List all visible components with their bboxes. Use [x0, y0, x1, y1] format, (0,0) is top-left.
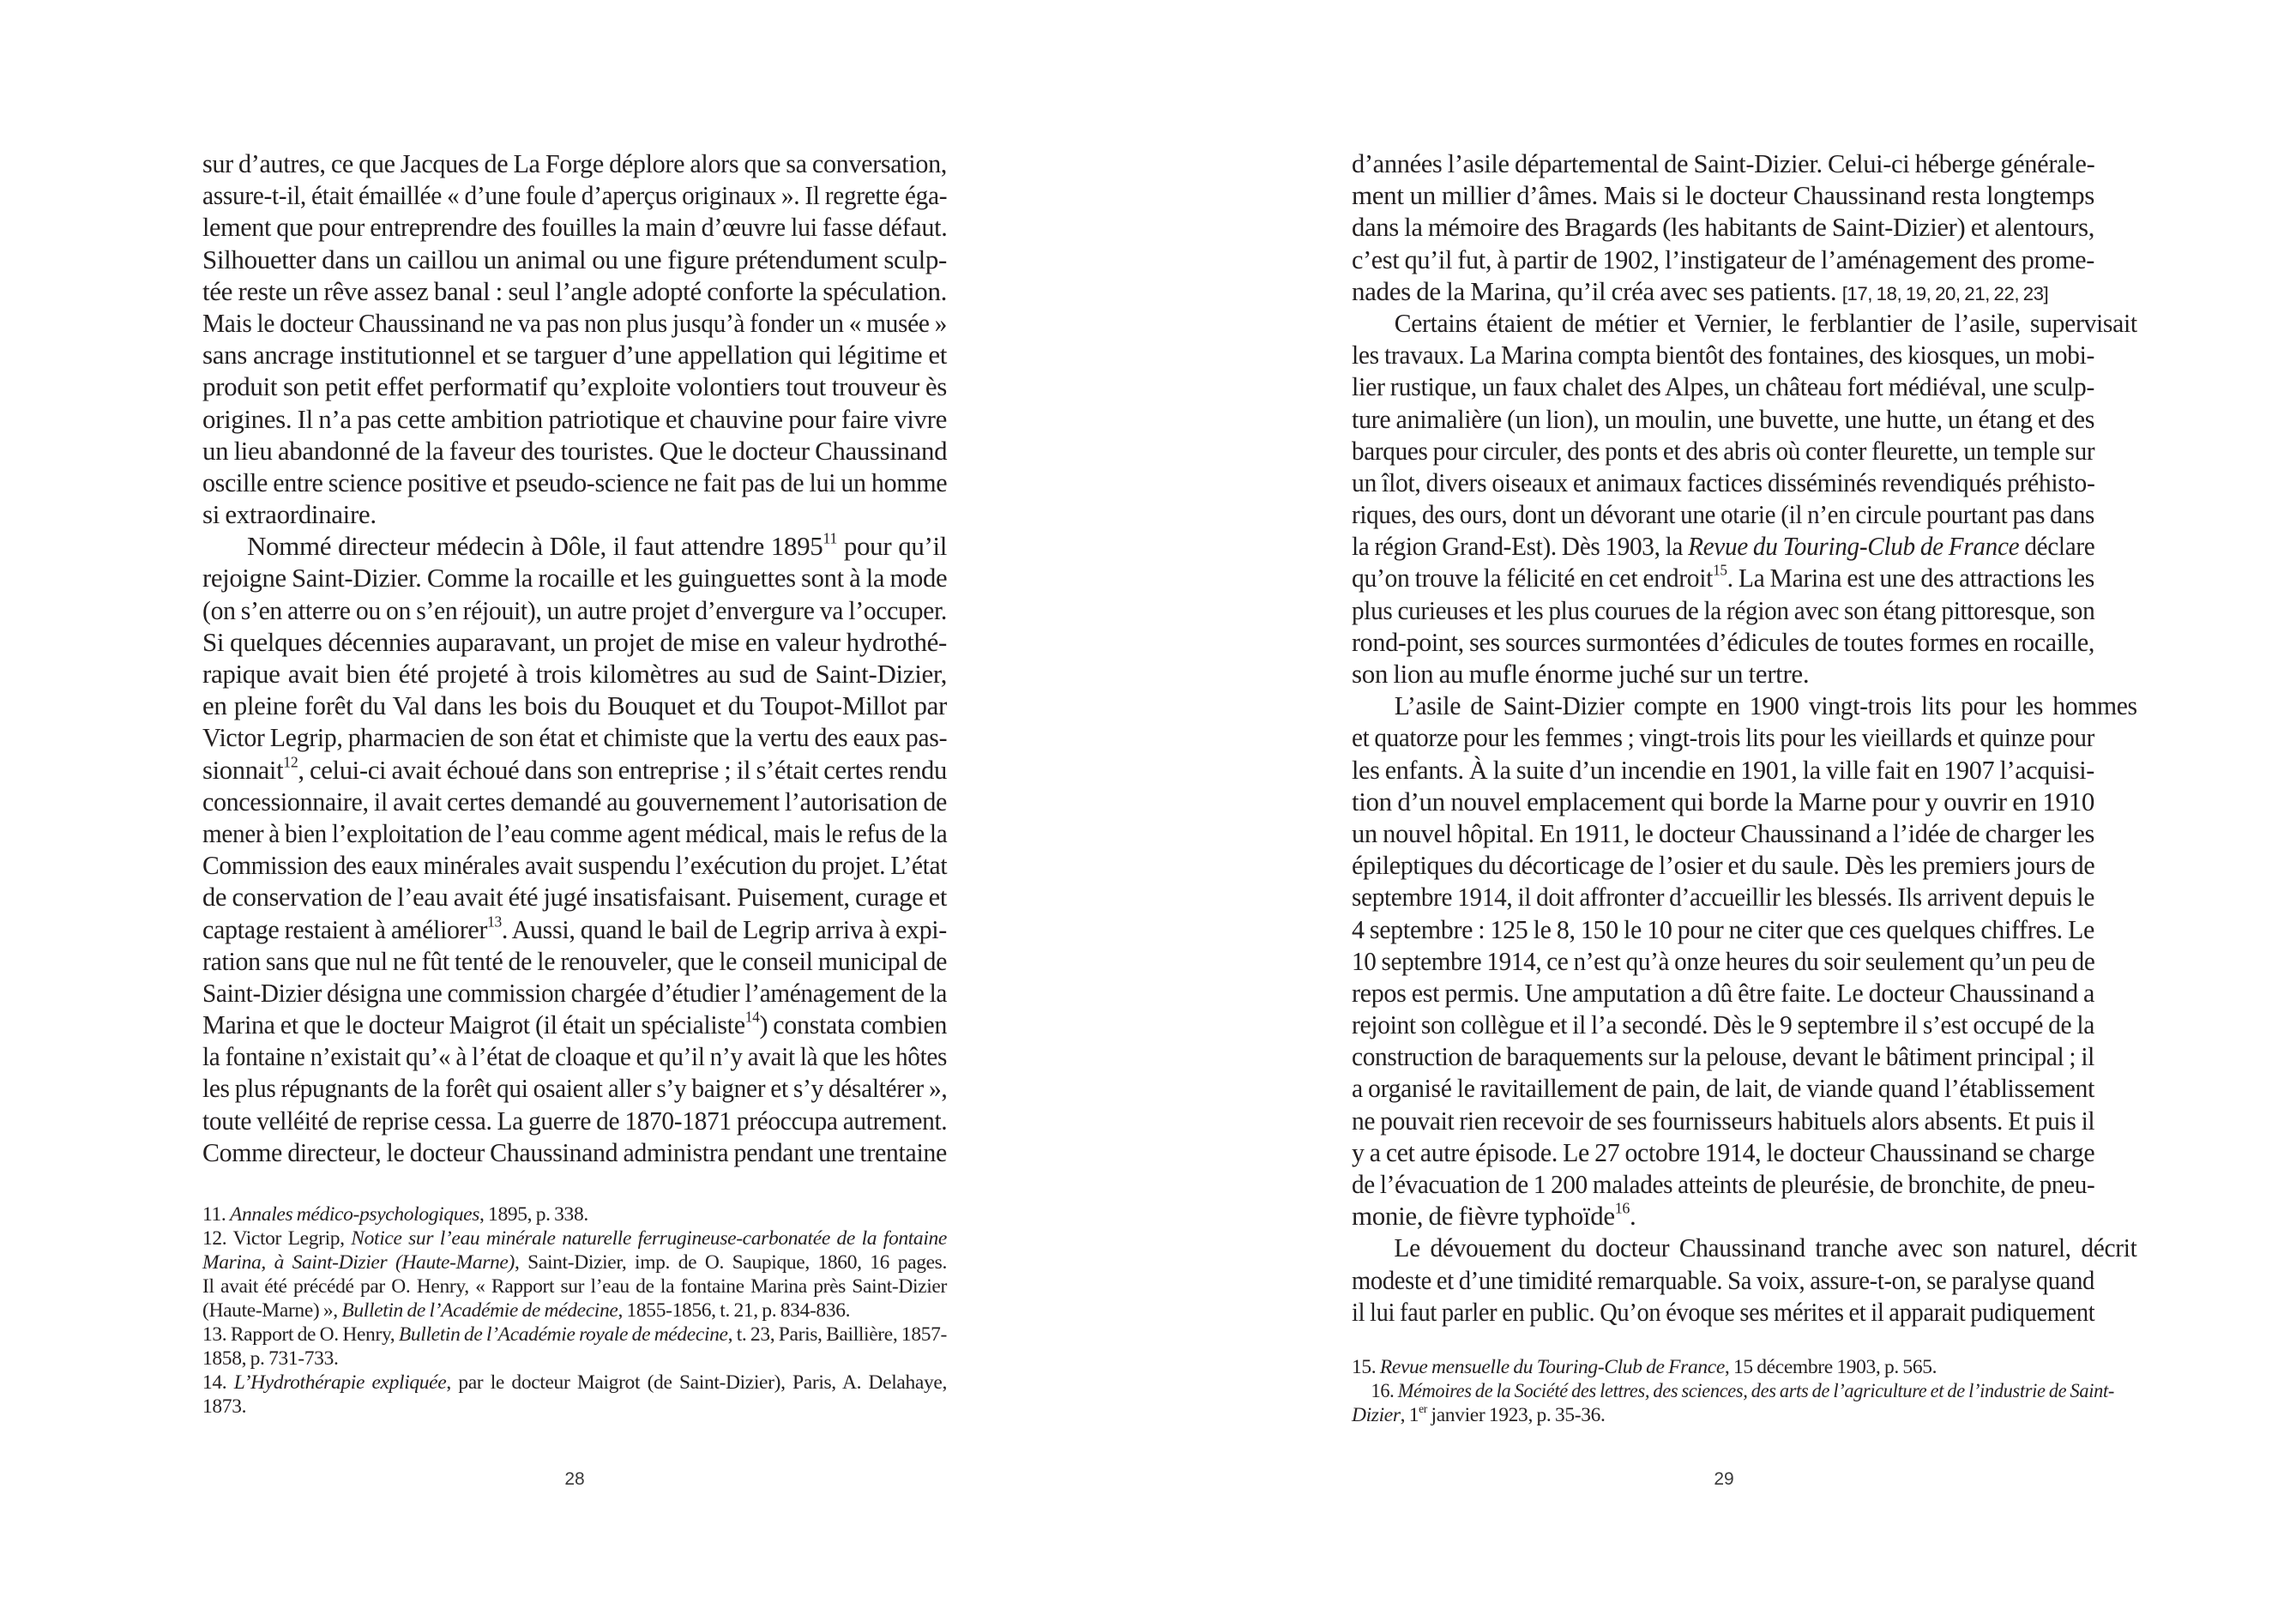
body-text-line: sans ancrage institutionnel et se targuer d’une appellation qui légitime et	[202, 340, 947, 371]
page-number-right: 29	[1714, 1469, 1734, 1489]
body-text-line: la région Grand-Est). Dès 1903, la Revue du Touring-Club de France déclare	[1352, 531, 2095, 562]
body-text-line: Victor Legrip, pharmacien de son état et chimiste que la vertu des eaux pas-	[202, 722, 948, 753]
body-text-line: un îlot, divers oiseaux et animaux factices disséminés revendiqués préhisto-	[1352, 467, 2095, 497]
body-text-line: les plus répugnants de la forêt qui osaient aller s’y baigner et s’y désaltérer »,	[202, 1073, 948, 1104]
body-text-line: d’années l’asile départemental de Saint-Dizier. Celui-ci héberge générale-	[1352, 148, 2095, 178]
footnote-line: Dizier, 1er janvier 1923, p. 35-36.	[1352, 1401, 1606, 1426]
body-text-line: nades de la Marina, qu’il créa avec ses patients. [17, 18, 19, 20, 21, 22, 23]	[1352, 275, 2049, 306]
body-text-line: en pleine forêt du Val dans les bois du Bouquet et du Toupot-Millot par	[202, 690, 947, 721]
body-text-line: origines. Il n’a pas cette ambition patriotique et chauvine pour faire vivre	[202, 403, 947, 434]
body-text-line: 10 septembre 1914, ce n’est qu’à onze heures du soir seulement qu’un peu de	[1352, 945, 2095, 976]
footnote-line: (Haute-Marne) », Bulletin de l’Académie de médecine, 1855-1856, t. 21, p. 834-836.	[202, 1299, 851, 1322]
body-text-line: Marina et que le docteur Maigrot (il était un spécialiste$^{14}$) constata combien	[202, 1008, 948, 1040]
body-text-line: toute velléité de reprise cessa. La guerre de 1870-1871 préoccupa autrement.	[202, 1105, 948, 1136]
body-text-line: y a cet autre épisode. Le 27 octobre 1914, le docteur Chaussinand se charge	[1352, 1136, 2095, 1167]
footnote-reference: 16	[1614, 1199, 1630, 1217]
body-text-line: ration sans que nul ne fût tenté de le renouveler, que le conseil municipal de	[202, 945, 948, 976]
body-text-line: rond-point, ses sources surmontées d’édicules de toutes formes en rocaille,	[1352, 626, 2095, 657]
body-text-line: lier rustique, un faux chalet des Alpes, un château fort médiéval, une sculp-	[1352, 371, 2095, 402]
footnote-reference: 15	[1713, 561, 1727, 579]
footnote-line: 15. Revue mensuelle du Touring-Club de France, 15 décembre 1903, p. 565.	[1352, 1356, 1937, 1378]
right-page-body-text	[1352, 148, 2137, 1328]
body-text-line: tée reste un rêve assez banal : seul l’angle adopté conforte la spéculation.	[202, 275, 947, 306]
body-text-line: Comme directeur, le docteur Chaussinand administra pendant une trentaine	[202, 1136, 947, 1167]
body-text-line: riques, des ours, dont un dévorant une otarie (il n’en circule pourtant pas dans	[1352, 499, 2095, 530]
footnote-line: 14. L’Hydrothérapie expliquée, par le docteur Maigrot (de Saint-Dizier), Paris, A. Delahaye,	[202, 1371, 947, 1394]
body-text-line: Mais le docteur Chaussinand ne va pas non plus jusqu’à fonder un « musée »	[202, 307, 948, 338]
footnote-reference: 12	[283, 753, 298, 771]
body-text-line: de l’évacuation de 1 200 malades atteints de pleurésie, de bronchite, de pneu-	[1352, 1169, 2095, 1199]
citation-references: [17, 18, 19, 20, 21, 22, 23]	[1841, 282, 2049, 304]
body-text-line: un lieu abandonné de la faveur des touristes. Que le docteur Chaussinand	[202, 435, 948, 466]
body-text-line: Saint-Dizier désigna une commission chargée d’étudier l’aménagement de la	[202, 977, 948, 1008]
body-text-line: sionnait$^{12}$, celui-ci avait échoué dans son entreprise ; il s’était certes rendu	[202, 753, 948, 785]
body-text-line: repos est permis. Une amputation a dû être faite. Le docteur Chaussinand a	[1352, 977, 2095, 1008]
body-text-line: barques pour circuler, des ponts et des abris où conter fleurette, un temple sur	[1352, 435, 2095, 466]
footnote-line: Marina, à Saint-Dizier (Haute-Marne), Saint-Dizier, imp. de O. Saupique, 1860, 16 pages.	[202, 1251, 948, 1274]
body-text-line: de conservation de l’eau avait été jugé insatisfaisant. Puisement, curage et	[202, 882, 947, 913]
body-text-line: Nommé directeur médecin à Dôle, il faut attendre 1895$^{11}$ pour qu’il	[247, 529, 947, 562]
body-text-line: épileptiques du décorticage de l’osier et du saule. Dès les premiers jours de	[1352, 850, 2095, 881]
body-text-line: construction de baraquements sur la pelouse, devant le bâtiment principal ; il	[1352, 1041, 2095, 1072]
footnote-line: 1858, p. 731-733.	[202, 1347, 339, 1370]
footnote-line: 12. Victor Legrip, Notice sur l’eau minérale naturelle ferrugineuse-carbonatée de la fontaine	[202, 1227, 947, 1250]
body-text-line: sur d’autres, ce que Jacques de La Forge déplore alors que sa conversation,	[202, 148, 947, 178]
body-text-line: septembre 1914, il doit affronter d’accueillir les blessés. Ils arrivent depuis le	[1352, 882, 2095, 913]
body-text-line: produit son petit effet performatif qu’exploite volontiers tout trouveur ès	[202, 371, 947, 402]
footnote-reference: 11	[823, 529, 837, 547]
body-text-line: ne pouvait rien recevoir de ses fournisseurs habituels alors absents. Et puis il	[1352, 1105, 2095, 1136]
body-text-line: Certains étaient de métier et Vernier, le ferblantier de l’asile, supervisait	[1394, 307, 2137, 338]
footnote-line: 11. Annales médico-psychologiques, 1895, p. 338.	[202, 1203, 588, 1226]
body-text-line: (on s’en atterre ou on s’en réjouit), un autre projet d’envergure va l’occuper.	[202, 594, 947, 625]
body-text-line: rejoint son collègue et il l’a secondé. Dès le 9 septembre il s’est occupé de la	[1352, 1009, 2095, 1040]
footnote-line: 13. Rapport de O. Henry, Bulletin de l’Académie royale de médecine, t. 23, Paris, Baillière, 1857-	[202, 1323, 948, 1346]
body-text-line: mener à bien l’exploitation de l’eau comme agent médical, mais le refus de la	[202, 817, 948, 848]
body-text-line: 4 septembre : 125 le 8, 150 le 10 pour ne citer que ces quelques chiffres. Le	[1352, 913, 2095, 944]
body-text-line: ment un millier d’âmes. Mais si le docteur Chaussinand resta longtemps	[1352, 180, 2094, 211]
footnote-line: 1873.	[202, 1395, 247, 1418]
body-text-line: concessionnaire, il avait certes demandé au gouvernement l’autorisation de	[202, 786, 948, 817]
body-text-line: c’est qu’il fut, à partir de 1902, l’instigateur de l’aménagement des prome-	[1352, 244, 2094, 274]
body-text-line: il lui faut parler en public. Qu’on évoque ses mérites et il apparait pudiquement	[1352, 1296, 2095, 1327]
body-text-line: dans la mémoire des Bragards (les habitants de Saint-Dizier) et alentours,	[1352, 212, 2095, 243]
body-text-line: qu’on trouve la félicité en cet endroit$^{15}$. La Marina est une des attractions les	[1352, 561, 2094, 594]
body-text-line: Commission des eaux minérales avait suspendu l’exécution du projet. L’état	[202, 850, 948, 881]
body-text-line: lement que pour entreprendre des fouilles la main d’œuvre lui fasse défaut.	[202, 212, 948, 243]
body-text-line: assure-t-il, était émaillée « d’une foule d’aperçus originaux ». Il regrette éga-	[202, 180, 948, 211]
body-text-line: Si quelques décennies auparavant, un projet de mise en valeur hydrothé-	[202, 626, 947, 657]
body-text-line: a organisé le ravitaillement de pain, de lait, de viande quand l’établissement	[1352, 1073, 2095, 1104]
body-text-line: rejoigne Saint-Dizier. Comme la rocaille et les guinguettes sont à la mode	[202, 563, 948, 594]
left-page-body-text	[202, 148, 947, 1168]
footnote-line: Il avait été précédé par O. Henry, « Rapport sur l’eau de la fontaine Marina près Saint-Dizier	[202, 1275, 947, 1298]
footnote-reference: 14	[744, 1008, 760, 1026]
body-text-line: tion d’un nouvel emplacement qui borde la Marne pour y ouvrir en 1910	[1352, 786, 2094, 817]
body-text-line: L’asile de Saint-Dizier compte en 1900 vingt-trois lits pour les hommes	[1394, 690, 2137, 721]
footnote-reference: 13	[487, 913, 502, 931]
body-text-line: son lion au mufle énorme juché sur un tertre.	[1352, 659, 1810, 689]
body-text-line: modeste et d’une timidité remarquable. Sa voix, assure-t-on, se paralyse quand	[1352, 1264, 2095, 1295]
footnote-line: 16. Mémoires de la Société des lettres, des sciences, des arts de l’agriculture et de l’industrie de Saint-	[1371, 1380, 2114, 1402]
body-text-line: monie, de fièvre typhoïde$^{16}$.	[1352, 1199, 1636, 1232]
body-text-line: Le dévouement du docteur Chaussinand tranche avec son naturel, décrit	[1394, 1232, 2137, 1263]
body-text-line: les travaux. La Marina compta bientôt des fontaines, des kiosques, un mobi-	[1352, 340, 2094, 371]
right-page	[1148, 0, 2296, 1621]
body-text-line: les enfants. À la suite d’un incendie en 1901, la ville fait en 1907 l’acquisi-	[1352, 754, 2094, 785]
body-text-line: captage restaient à améliorer$^{13}$. Aussi, quand le bail de Legrip arriva à expi-	[202, 913, 947, 944]
page-number-left: 28	[564, 1469, 585, 1489]
body-text-line: oscille entre science positive et pseudo-science ne fait pas de lui un homme	[202, 467, 948, 497]
body-text-line: plus curieuses et les plus courues de la région avec son étang pittoresque, son	[1352, 594, 2095, 625]
body-text-line: la fontaine n’existait qu’« à l’état de cloaque et qu’il n’y avait là que les hôtes	[202, 1041, 948, 1072]
body-text-line: un nouvel hôpital. En 1911, le docteur Chaussinand a l’idée de charger les	[1352, 817, 2095, 848]
left-page-footnotes	[202, 1202, 947, 1419]
body-text-line: rapique avait bien été projeté à trois kilomètres au sud de Saint-Dizier,	[202, 659, 947, 689]
body-text-line: si extraordinaire.	[202, 499, 377, 530]
right-page-footnotes	[1352, 1355, 2114, 1427]
body-text-line: et quatorze pour les femmes ; vingt-trois lits pour les vieillards et quinze pour	[1352, 722, 2095, 753]
body-text-line: ture animalière (un lion), un moulin, une buvette, une hutte, un étang et des	[1352, 403, 2095, 434]
body-text-line: Silhouetter dans un caillou un animal ou une figure prétendument sculp-	[202, 244, 947, 274]
